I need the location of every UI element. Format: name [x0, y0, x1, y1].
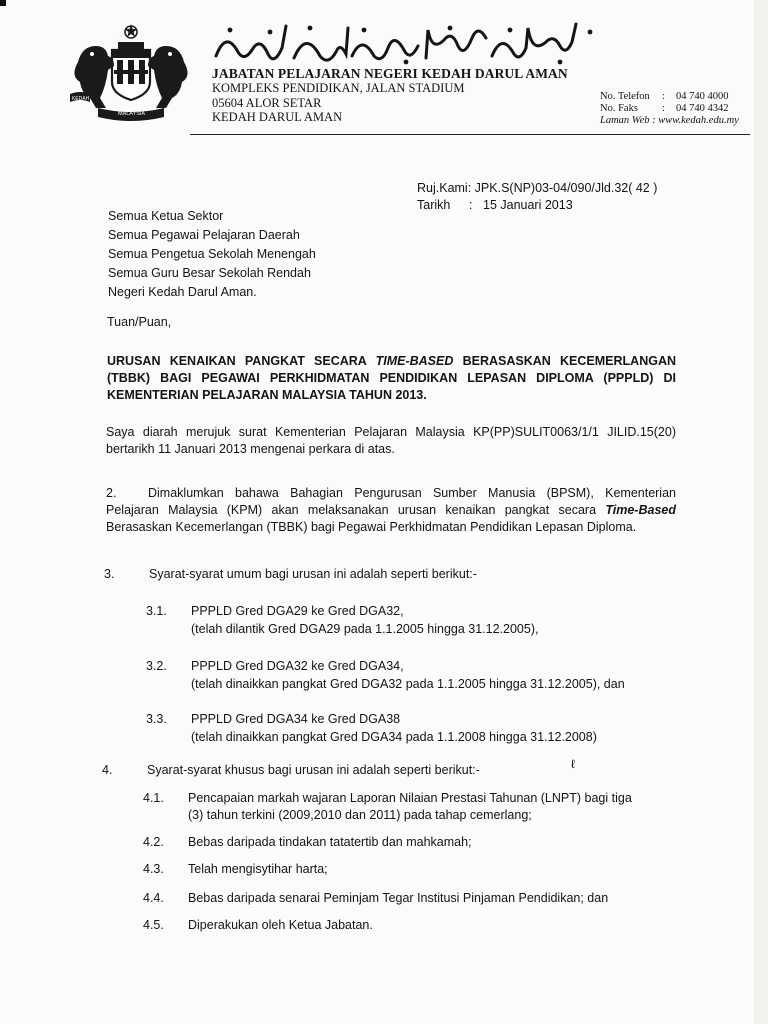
recipient-line: Semua Pegawai Pelajaran Daerah [108, 228, 300, 242]
jawi-calligraphy-logo [210, 22, 610, 66]
subject-part-1: URUSAN KENAIKAN PANGKAT SECARA [107, 354, 376, 368]
paragraph-2 [106, 485, 676, 536]
faks-row [600, 103, 739, 115]
item-line-1: Diperakukan oleh Ketua Jabatan. [188, 918, 373, 932]
item-number: 4.5. [143, 918, 164, 932]
address-line-1: KOMPLEKS PENDIDIKAN, JALAN STADIUM [212, 81, 465, 95]
address-line-2: 05604 ALOR SETAR [212, 95, 322, 110]
reference-block [417, 180, 657, 214]
item-line-2: (telah dilantik Gred DGA29 pada 1.1.2005 hingga 31.12.2005), [191, 622, 539, 636]
item-number: 3.3. [146, 712, 167, 726]
item-line-1: Pencapaian markah wajaran Laporan Nilaian Prestasi Tahunan (LNPT) bagi tiga [188, 791, 632, 805]
scan-corner-mark [0, 0, 6, 6]
paragraph-2-number: 2. [106, 486, 117, 500]
contact-block [600, 91, 739, 127]
telefon-value: 04 740 4000 [676, 91, 729, 102]
letterhead-divider [190, 134, 750, 135]
recipient-line: Semua Pengetua Sekolah Menengah [108, 247, 316, 261]
paragraph-2-part-2: Berasaskan Kecemerlangan (TBBK) bagi Pegawai Perkhidmatan Pendidikan Lepasan Diploma. [106, 520, 637, 534]
state-crest-icon [68, 22, 194, 126]
address-line-3: KEDAH DARUL AMAN [212, 110, 343, 124]
website-line: Laman Web : www.kedah.edu.my [600, 115, 739, 126]
item-number: 3.1. [146, 604, 167, 618]
tarikh-value: 15 Januari 2013 [483, 198, 573, 212]
item-line-1: Telah mengisytihar harta; [188, 862, 328, 876]
item-line-2: (3) tahun terkini (2009,2010 dan 2011) pada tahap cemerlang; [188, 808, 532, 822]
item-line-1: PPPLD Gred DGA32 ke Gred DGA34, [191, 659, 404, 673]
ruj-row [417, 180, 657, 197]
faks-value: 04 740 4342 [676, 103, 729, 114]
faks-separator: : [662, 103, 665, 114]
tarikh-separator: : [469, 198, 473, 212]
item-number: 3.2. [146, 659, 167, 673]
item-line-1: PPPLD Gred DGA29 ke Gred DGA32, [191, 604, 404, 618]
crest-banner-bottom: MALAYSIA [118, 111, 146, 117]
telefon-label: No. Telefon [600, 91, 650, 102]
ruj-value: JPK.S(NP)03-04/090/Jld.32( 42 ) [474, 181, 658, 195]
paragraph-2-bold-italic: Time-Based [605, 503, 676, 517]
department-name: JABATAN PELAJARAN NEGERI KEDAH DARUL AMAN [212, 66, 568, 81]
tarikh-label: Tarikh [417, 198, 451, 212]
section-3-number: 3. [104, 567, 115, 581]
recipient-line: Semua Ketua Sektor [108, 209, 224, 223]
item-number: 4.2. [143, 835, 164, 849]
recipient-line: Semua Guru Besar Sekolah Rendah [108, 266, 311, 280]
faks-label: No. Faks [600, 103, 638, 114]
item-number: 4.3. [143, 862, 164, 876]
salutation: Tuan/Puan, [107, 315, 172, 329]
section-3-title: Syarat-syarat umum bagi urusan ini adalah seperti berikut:- [149, 567, 477, 581]
crest-banner-left: KEDAH [72, 96, 90, 102]
item-line-1: Bebas daripada senarai Peminjam Tegar Institusi Pinjaman Pendidikan; dan [188, 891, 609, 905]
recipient-line: Negeri Kedah Darul Aman. [108, 285, 257, 299]
item-line-2: (telah dinaikkan pangkat Gred DGA34 pada 1.1.2008 hingga 31.12.2008) [191, 730, 597, 744]
item-number: 4.4. [143, 891, 164, 905]
paragraph-1: Saya diarah merujuk surat Kementerian Pelajaran Malaysia KP(PP)SULIT0063/1/1 JILID.15(20) bertarikh 11 Januari 2013 mengenai perkara di atas. [106, 425, 676, 456]
department-address [212, 81, 464, 125]
stray-pen-mark: ℓ [571, 757, 575, 771]
section-4-number: 4. [102, 763, 113, 777]
telefon-row [600, 91, 739, 103]
section-4-title: Syarat-syarat khusus bagi urusan ini adalah seperti berikut:- [147, 763, 480, 777]
telefon-separator: : [662, 91, 665, 102]
item-line-1: PPPLD Gred DGA34 ke Gred DGA38 [191, 712, 401, 726]
recipient-list [108, 207, 316, 302]
ruj-label: Ruj.Kami: [417, 181, 472, 195]
item-line-2: (telah dinaikkan pangkat Gred DGA32 pada 1.1.2005 hingga 31.12.2005), dan [191, 677, 625, 691]
page-edge [754, 0, 768, 1024]
item-line-1: Bebas daripada tindakan tatatertib dan mahkamah; [188, 835, 472, 849]
tarikh-row [417, 197, 657, 214]
letter-subject [107, 353, 676, 404]
paragraph-2-part-1: Dimaklumkan bahawa Bahagian Pengurusan Sumber Manusia (BPSM), Kementerian Pelajaran Malaysia (KPM) akan melaksanakan urusan kenaikan pangkat secara [106, 486, 676, 517]
subject-part-2: BERASASKAN KECEMERLANGAN (TBBK) BAGI PEGAWAI PERKHIDMATAN PENDIDIKAN LEPASAN DIPLOMA (PPPLD) DI KEMENTERIAN PELAJARAN MALAYSIA TAHUN 2013. [107, 354, 677, 402]
item-number: 4.1. [143, 791, 164, 805]
subject-italic: TIME-BASED [375, 354, 454, 368]
